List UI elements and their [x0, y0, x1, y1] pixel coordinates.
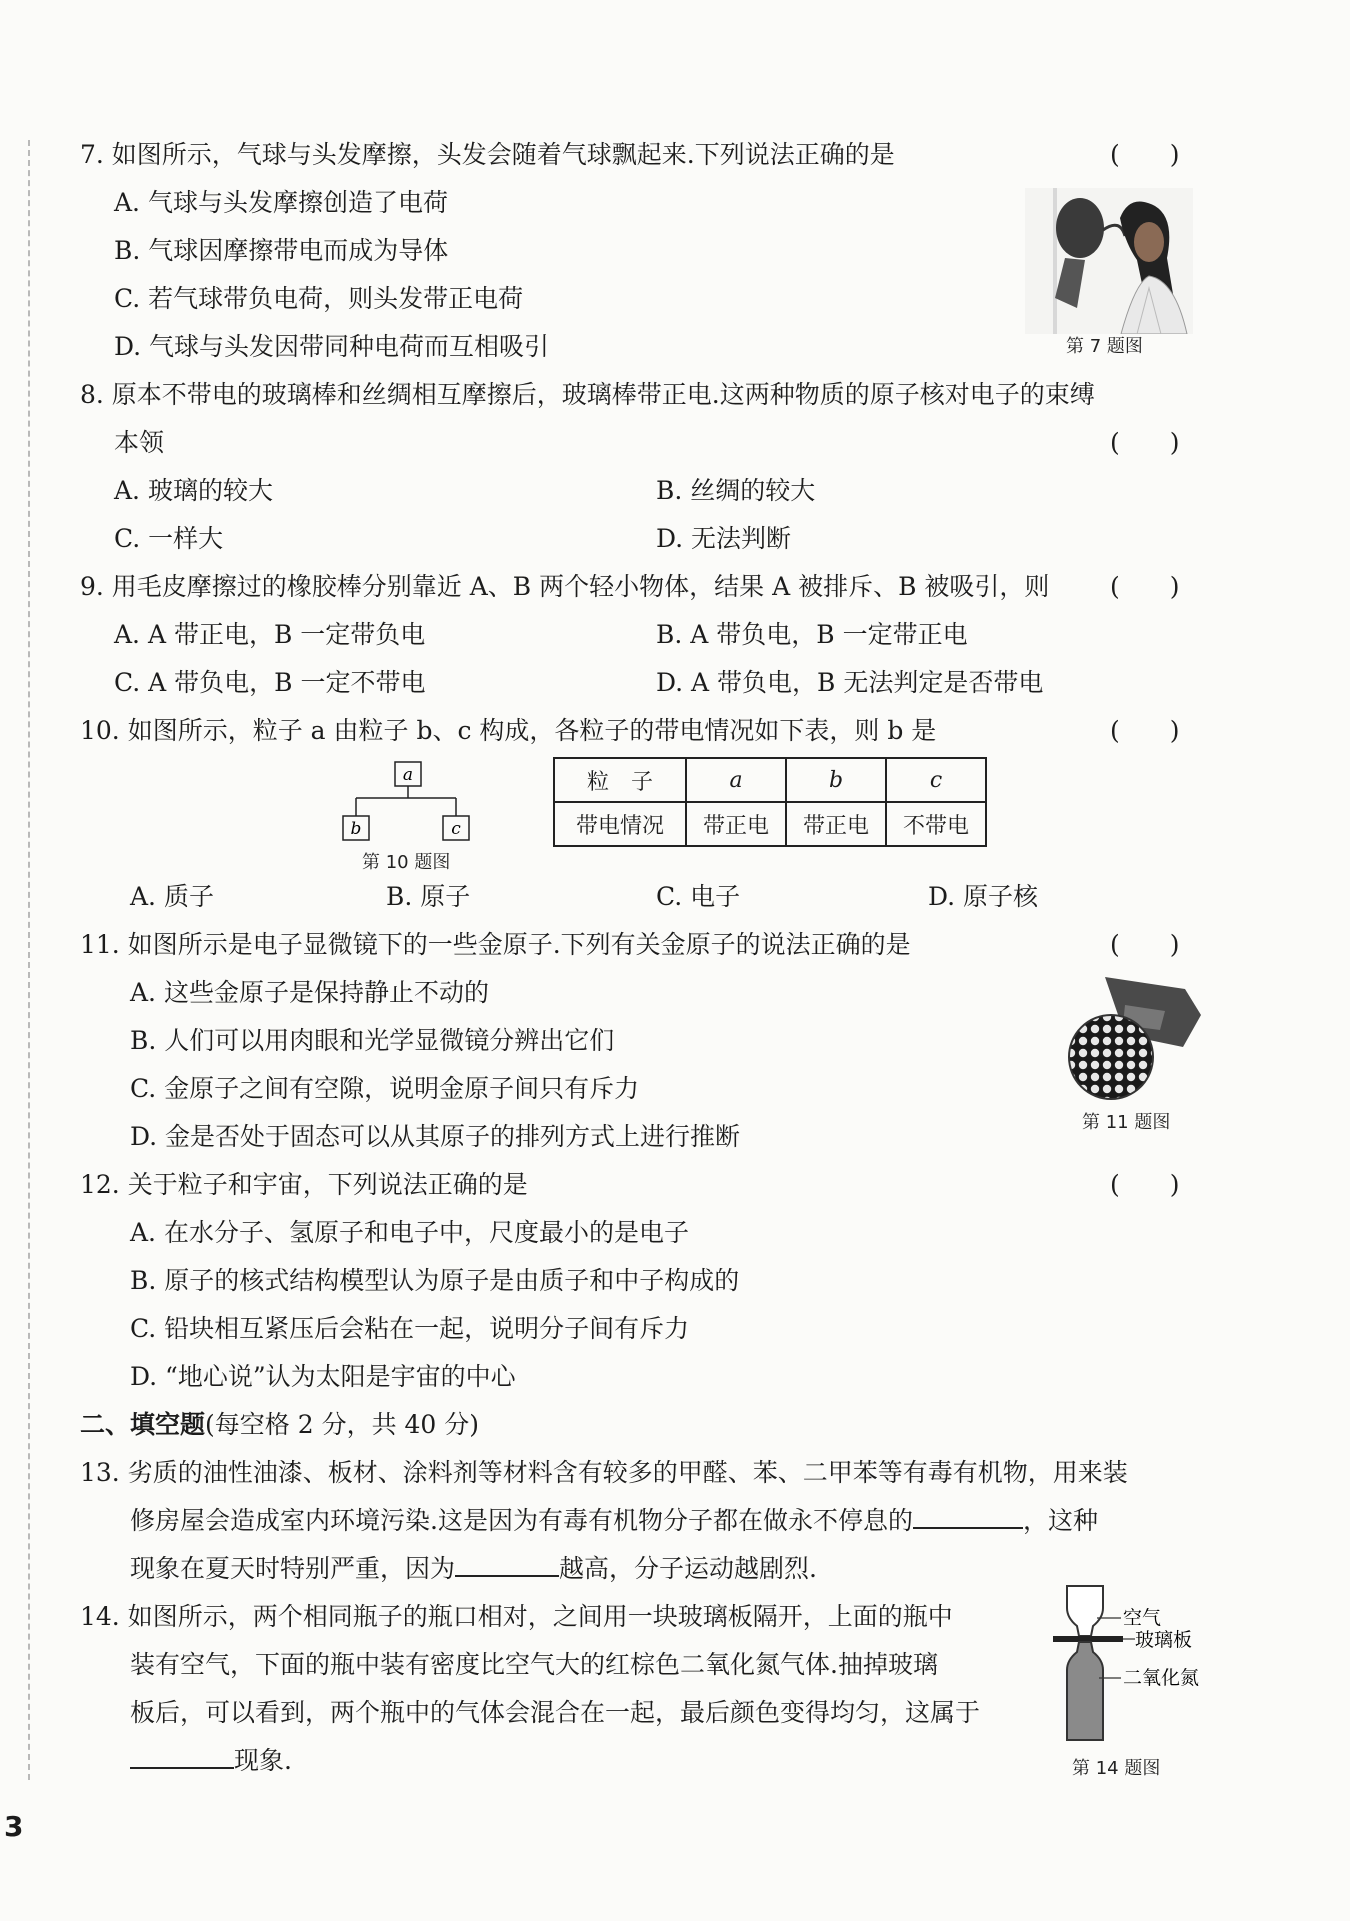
q10-answer-paren[interactable]: ( ): [1110, 716, 1180, 745]
q7-option-c[interactable]: C. 若气球带负电荷，则头发带正电荷: [114, 284, 524, 313]
section-title-text: 二、填空题: [80, 1410, 206, 1439]
q13-line2-tail: ，这种: [1022, 1506, 1098, 1535]
q7-option-d[interactable]: D. 气球与头发因带同种电荷而互相吸引: [114, 332, 550, 361]
table-header-cell: 粒 子: [554, 758, 686, 802]
q7-figure-caption: 第 7 题图: [1066, 336, 1143, 357]
q9-option-c[interactable]: C. A 带负电，B 一定不带电: [114, 668, 426, 697]
q12-option-a[interactable]: A. 在水分子、氢原子和电子中，尺度最小的是电子: [130, 1218, 689, 1247]
q8-option-c[interactable]: C. 一样大: [114, 524, 224, 553]
q14-line2: 装有空气，下面的瓶中装有密度比空气大的红棕色二氧化氮气体.抽掉玻璃: [130, 1650, 938, 1679]
q13-line3-text: 现象在夏天时特别严重，因为: [130, 1554, 456, 1583]
q14-label-no2: 二氧化氮: [1123, 1667, 1200, 1689]
table-header-cell: c: [886, 758, 986, 802]
q9-answer-paren[interactable]: ( ): [1110, 572, 1180, 601]
table-row: [554, 758, 986, 802]
q7-option-a[interactable]: A. 气球与头发摩擦创造了电荷: [114, 188, 448, 217]
q14-label-air: 空气: [1123, 1607, 1162, 1629]
q10-diagram-b: b: [350, 819, 362, 839]
q11-gold-atoms-image: [1065, 975, 1203, 1103]
q11-option-c[interactable]: C. 金原子之间有空隙，说明金原子间只有斥力: [130, 1074, 640, 1103]
q11-option-d[interactable]: D. 金是否处于固态可以从其原子的排列方式上进行推断: [130, 1122, 741, 1151]
q14-label-glass: 玻璃板: [1135, 1629, 1193, 1651]
q9-stem: 9. 用毛皮摩擦过的橡胶棒分别靠近 A、B 两个轻小物体，结果 A 被排斥、B 被吸引，则: [80, 572, 1050, 601]
table-cell: 带正电: [786, 802, 886, 846]
q11-figure-caption: 第 11 题图: [1082, 1112, 1171, 1133]
q7-balloon-photo: [1025, 188, 1193, 334]
q10-diagram-c: c: [451, 819, 461, 839]
q13-blank-2[interactable]: [455, 1553, 559, 1577]
q8-answer-paren[interactable]: ( ): [1110, 428, 1180, 457]
q10-option-c[interactable]: C. 电子: [656, 882, 741, 911]
q12-answer-paren[interactable]: ( ): [1110, 1170, 1180, 1199]
margin-dash-line: [28, 140, 30, 1780]
q8-stem-line1: 8. 原本不带电的玻璃棒和丝绸相互摩擦后，玻璃棒带正电.这两种物质的原子核对电子的束缚: [80, 380, 1095, 409]
q14-line4-tail: 现象.: [234, 1746, 292, 1775]
table-row: [554, 802, 986, 846]
page-number: 3: [4, 1810, 24, 1843]
q10-figure-caption: 第 10 题图: [362, 852, 451, 873]
q14-line1: 14. 如图所示，两个相同瓶子的瓶口相对，之间用一块玻璃板隔开，上面的瓶中: [80, 1602, 953, 1631]
q10-stem: 10. 如图所示，粒子 a 由粒子 b、c 构成，各粒子的带电情况如下表，则 b 是: [80, 716, 937, 745]
q11-option-a[interactable]: A. 这些金原子是保持静止不动的: [130, 978, 489, 1007]
q14-figure-caption: 第 14 题图: [1072, 1758, 1161, 1779]
q11-stem: 11. 如图所示是电子显微镜下的一些金原子.下列有关金原子的说法正确的是: [80, 930, 911, 959]
q10-charge-table: [553, 757, 987, 847]
q9-option-a[interactable]: A. A 带正电，B 一定带负电: [114, 620, 426, 649]
q13-blank-1[interactable]: [913, 1505, 1023, 1529]
q14-bottles-diagram: [1045, 1578, 1205, 1748]
section-score-note: (每空格 2 分，共 40 分): [205, 1410, 480, 1439]
q12-stem: 12. 关于粒子和宇宙，下列说法正确的是: [80, 1170, 528, 1199]
q8-option-b[interactable]: B. 丝绸的较大: [656, 476, 816, 505]
q13-line2-text: 修房屋会造成室内环境污染.这是因为有毒有机物分子都在做永不停息的: [130, 1506, 913, 1535]
table-cell: 带电情况: [554, 802, 686, 846]
q7-answer-paren[interactable]: ( ): [1110, 140, 1180, 169]
q12-option-c[interactable]: C. 铅块相互紧压后会粘在一起，说明分子间有斥力: [130, 1314, 690, 1343]
q11-option-b[interactable]: B. 人们可以用肉眼和光学显微镜分辨出它们: [130, 1026, 615, 1055]
q10-diagram-a: a: [402, 765, 414, 785]
table-cell: 不带电: [886, 802, 986, 846]
q13-line3-tail: 越高，分子运动越剧烈.: [559, 1554, 817, 1583]
table-cell: 带正电: [686, 802, 786, 846]
q7-stem: 7. 如图所示，气球与头发摩擦，头发会随着气球飘起来.下列说法正确的是: [80, 140, 895, 169]
q12-option-b[interactable]: B. 原子的核式结构模型认为原子是由质子和中子构成的: [130, 1266, 740, 1295]
q10-option-a[interactable]: A. 质子: [130, 882, 214, 911]
q9-option-b[interactable]: B. A 带负电，B 一定带正电: [656, 620, 968, 649]
section-title: [80, 1408, 479, 1442]
q8-stem-line2: 本领: [114, 428, 165, 457]
table-header-cell: a: [686, 758, 786, 802]
q8-option-a[interactable]: A. 玻璃的较大: [114, 476, 273, 505]
q13-line2: [130, 1504, 1098, 1538]
q13-line3: [130, 1552, 817, 1586]
q10-option-d[interactable]: D. 原子核: [928, 882, 1039, 911]
q14-line4: [130, 1744, 292, 1778]
q12-option-d[interactable]: D. “地心说”认为太阳是宇宙的中心: [130, 1362, 516, 1391]
q13-line1: 13. 劣质的油性油漆、板材、涂料剂等材料含有较多的甲醛、苯、二甲苯等有毒有机物，用来装: [80, 1458, 1128, 1487]
q9-option-d[interactable]: D. A 带负电，B 无法判定是否带电: [656, 668, 1044, 697]
table-header-cell: b: [786, 758, 886, 802]
q14-blank[interactable]: [130, 1745, 234, 1769]
q10-option-b[interactable]: B. 原子: [386, 882, 471, 911]
q7-option-b[interactable]: B. 气球因摩擦带电而成为导体: [114, 236, 449, 265]
q10-particle-diagram: [335, 760, 475, 850]
q8-option-d[interactable]: D. 无法判断: [656, 524, 792, 553]
q14-line3: 板后，可以看到，两个瓶中的气体会混合在一起，最后颜色变得均匀，这属于: [130, 1698, 981, 1727]
q11-answer-paren[interactable]: ( ): [1110, 930, 1180, 959]
